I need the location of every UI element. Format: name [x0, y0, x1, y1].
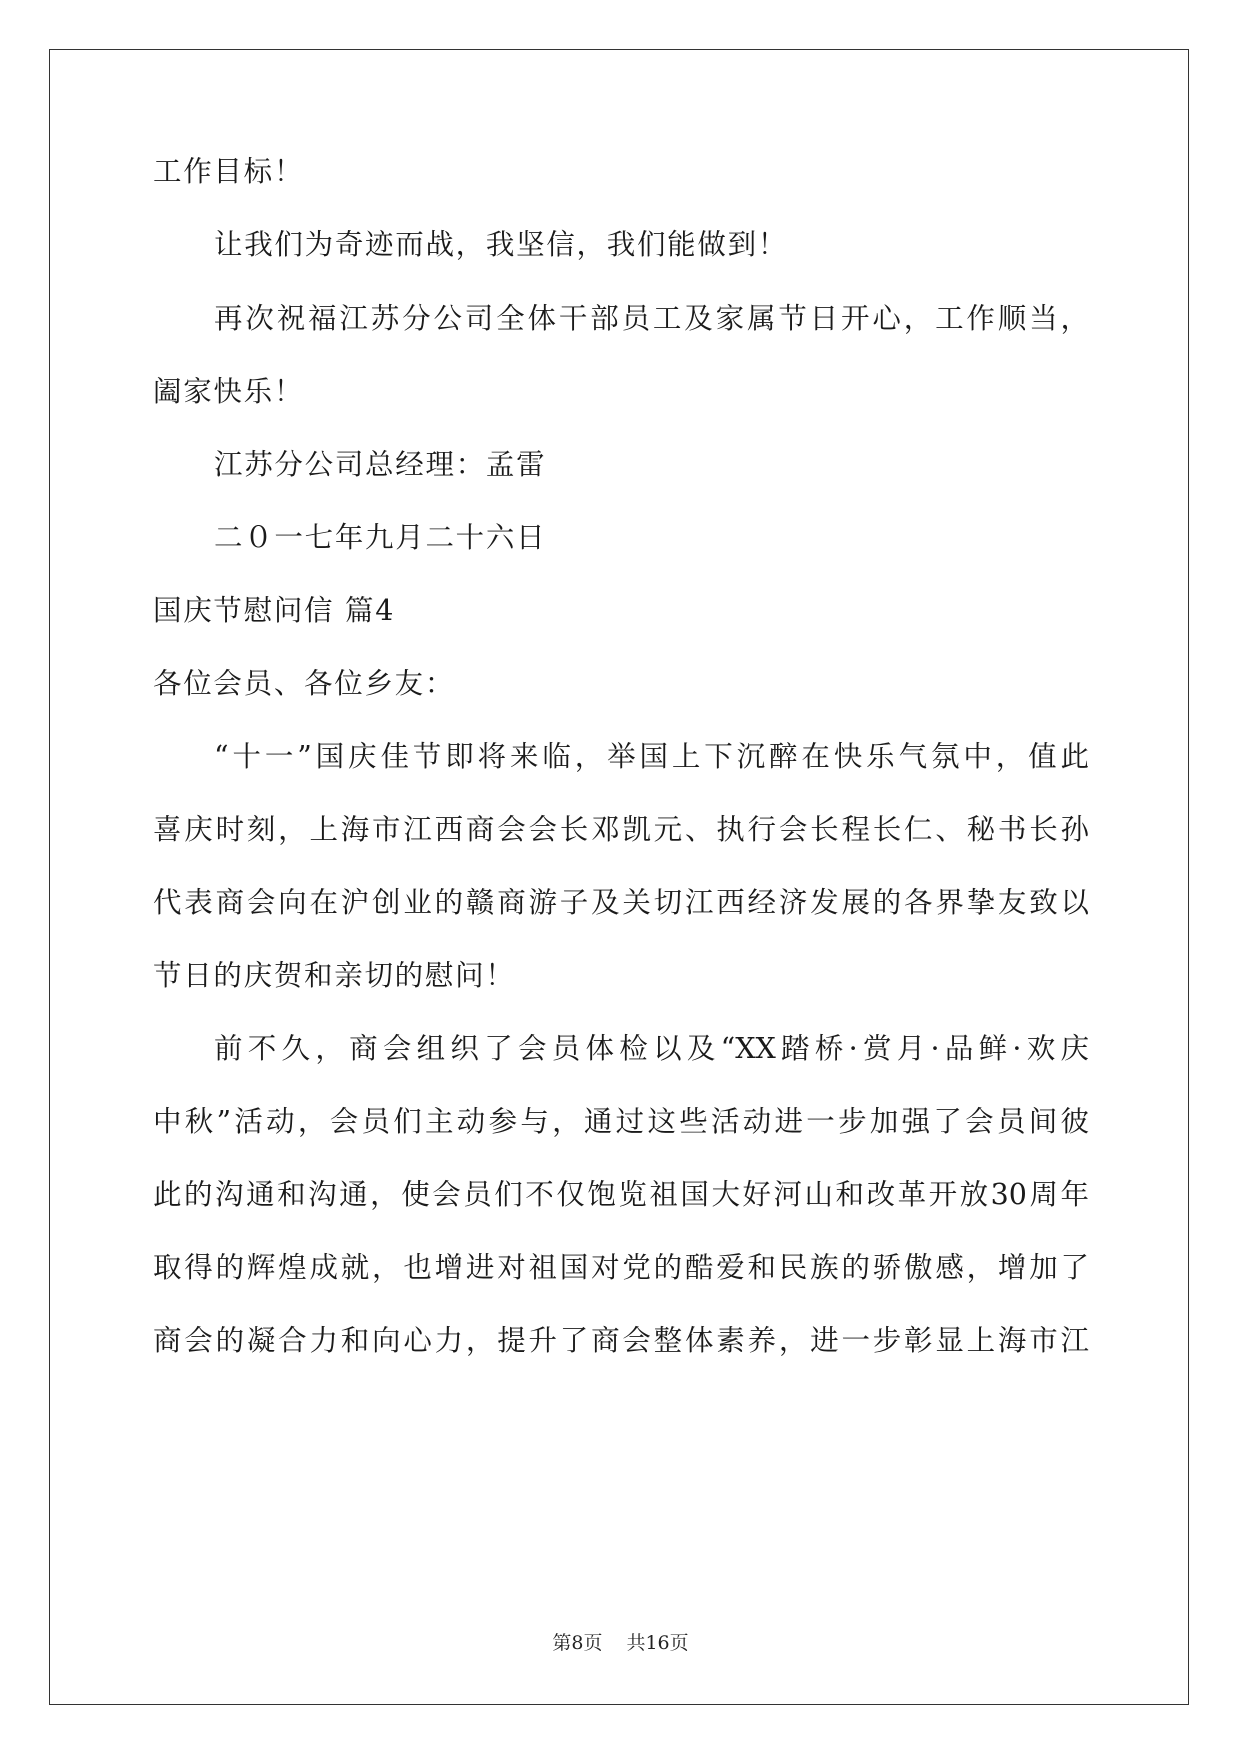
text-line: 让我们为奇迹而战，我坚信，我们能做到！	[214, 228, 788, 261]
text-line: 前不久，商会组织了会员体检以及“XX踏桥·赏月·品鲜·欢庆	[214, 1032, 1089, 1065]
text-line: 此的沟通和沟通，使会员们不仅饱览祖国大好河山和改革开放30周年	[153, 1178, 1089, 1211]
text-line: 代表商会向在沪创业的赣商游子及关切江西经济发展的各界挚友致以	[153, 886, 1089, 919]
text-line: “十一”国庆佳节即将来临，举国上下沉醉在快乐气氛中，值此	[214, 740, 1089, 773]
text-line: 喜庆时刻，上海市江西商会会长邓凯元、执行会长程长仁、秘书长孙	[153, 813, 1089, 846]
text-line: 中秋”活动，会员们主动参与，通过这些活动进一步加强了会员间彼	[153, 1105, 1089, 1138]
date-line: 二０一七年九月二十六日	[214, 521, 547, 554]
salutation: 各位会员、各位乡友：	[153, 667, 456, 700]
page-total: 共16页	[626, 1632, 689, 1654]
text-line: 取得的辉煌成就，也增进对祖国对党的酷爱和民族的骄傲感，增加了	[153, 1251, 1089, 1284]
text-line: 阖家快乐！	[153, 375, 305, 408]
page-footer	[0, 1634, 1241, 1653]
section-heading: 国庆节慰问信 篇4	[153, 594, 396, 627]
signature-line: 江苏分公司总经理：孟雷	[214, 448, 547, 481]
text-line: 再次祝福江苏分公司全体干部员工及家属节日开心，工作顺当，	[214, 302, 1089, 335]
text-line: 节日的庆贺和亲切的慰问！	[153, 959, 516, 992]
page-border	[49, 49, 1189, 1705]
text-line: 工作目标！	[153, 155, 305, 188]
page-number: 第8页	[552, 1632, 603, 1654]
text-line: 商会的凝合力和向心力，提升了商会整体素养，进一步彰显上海市江	[153, 1324, 1089, 1357]
